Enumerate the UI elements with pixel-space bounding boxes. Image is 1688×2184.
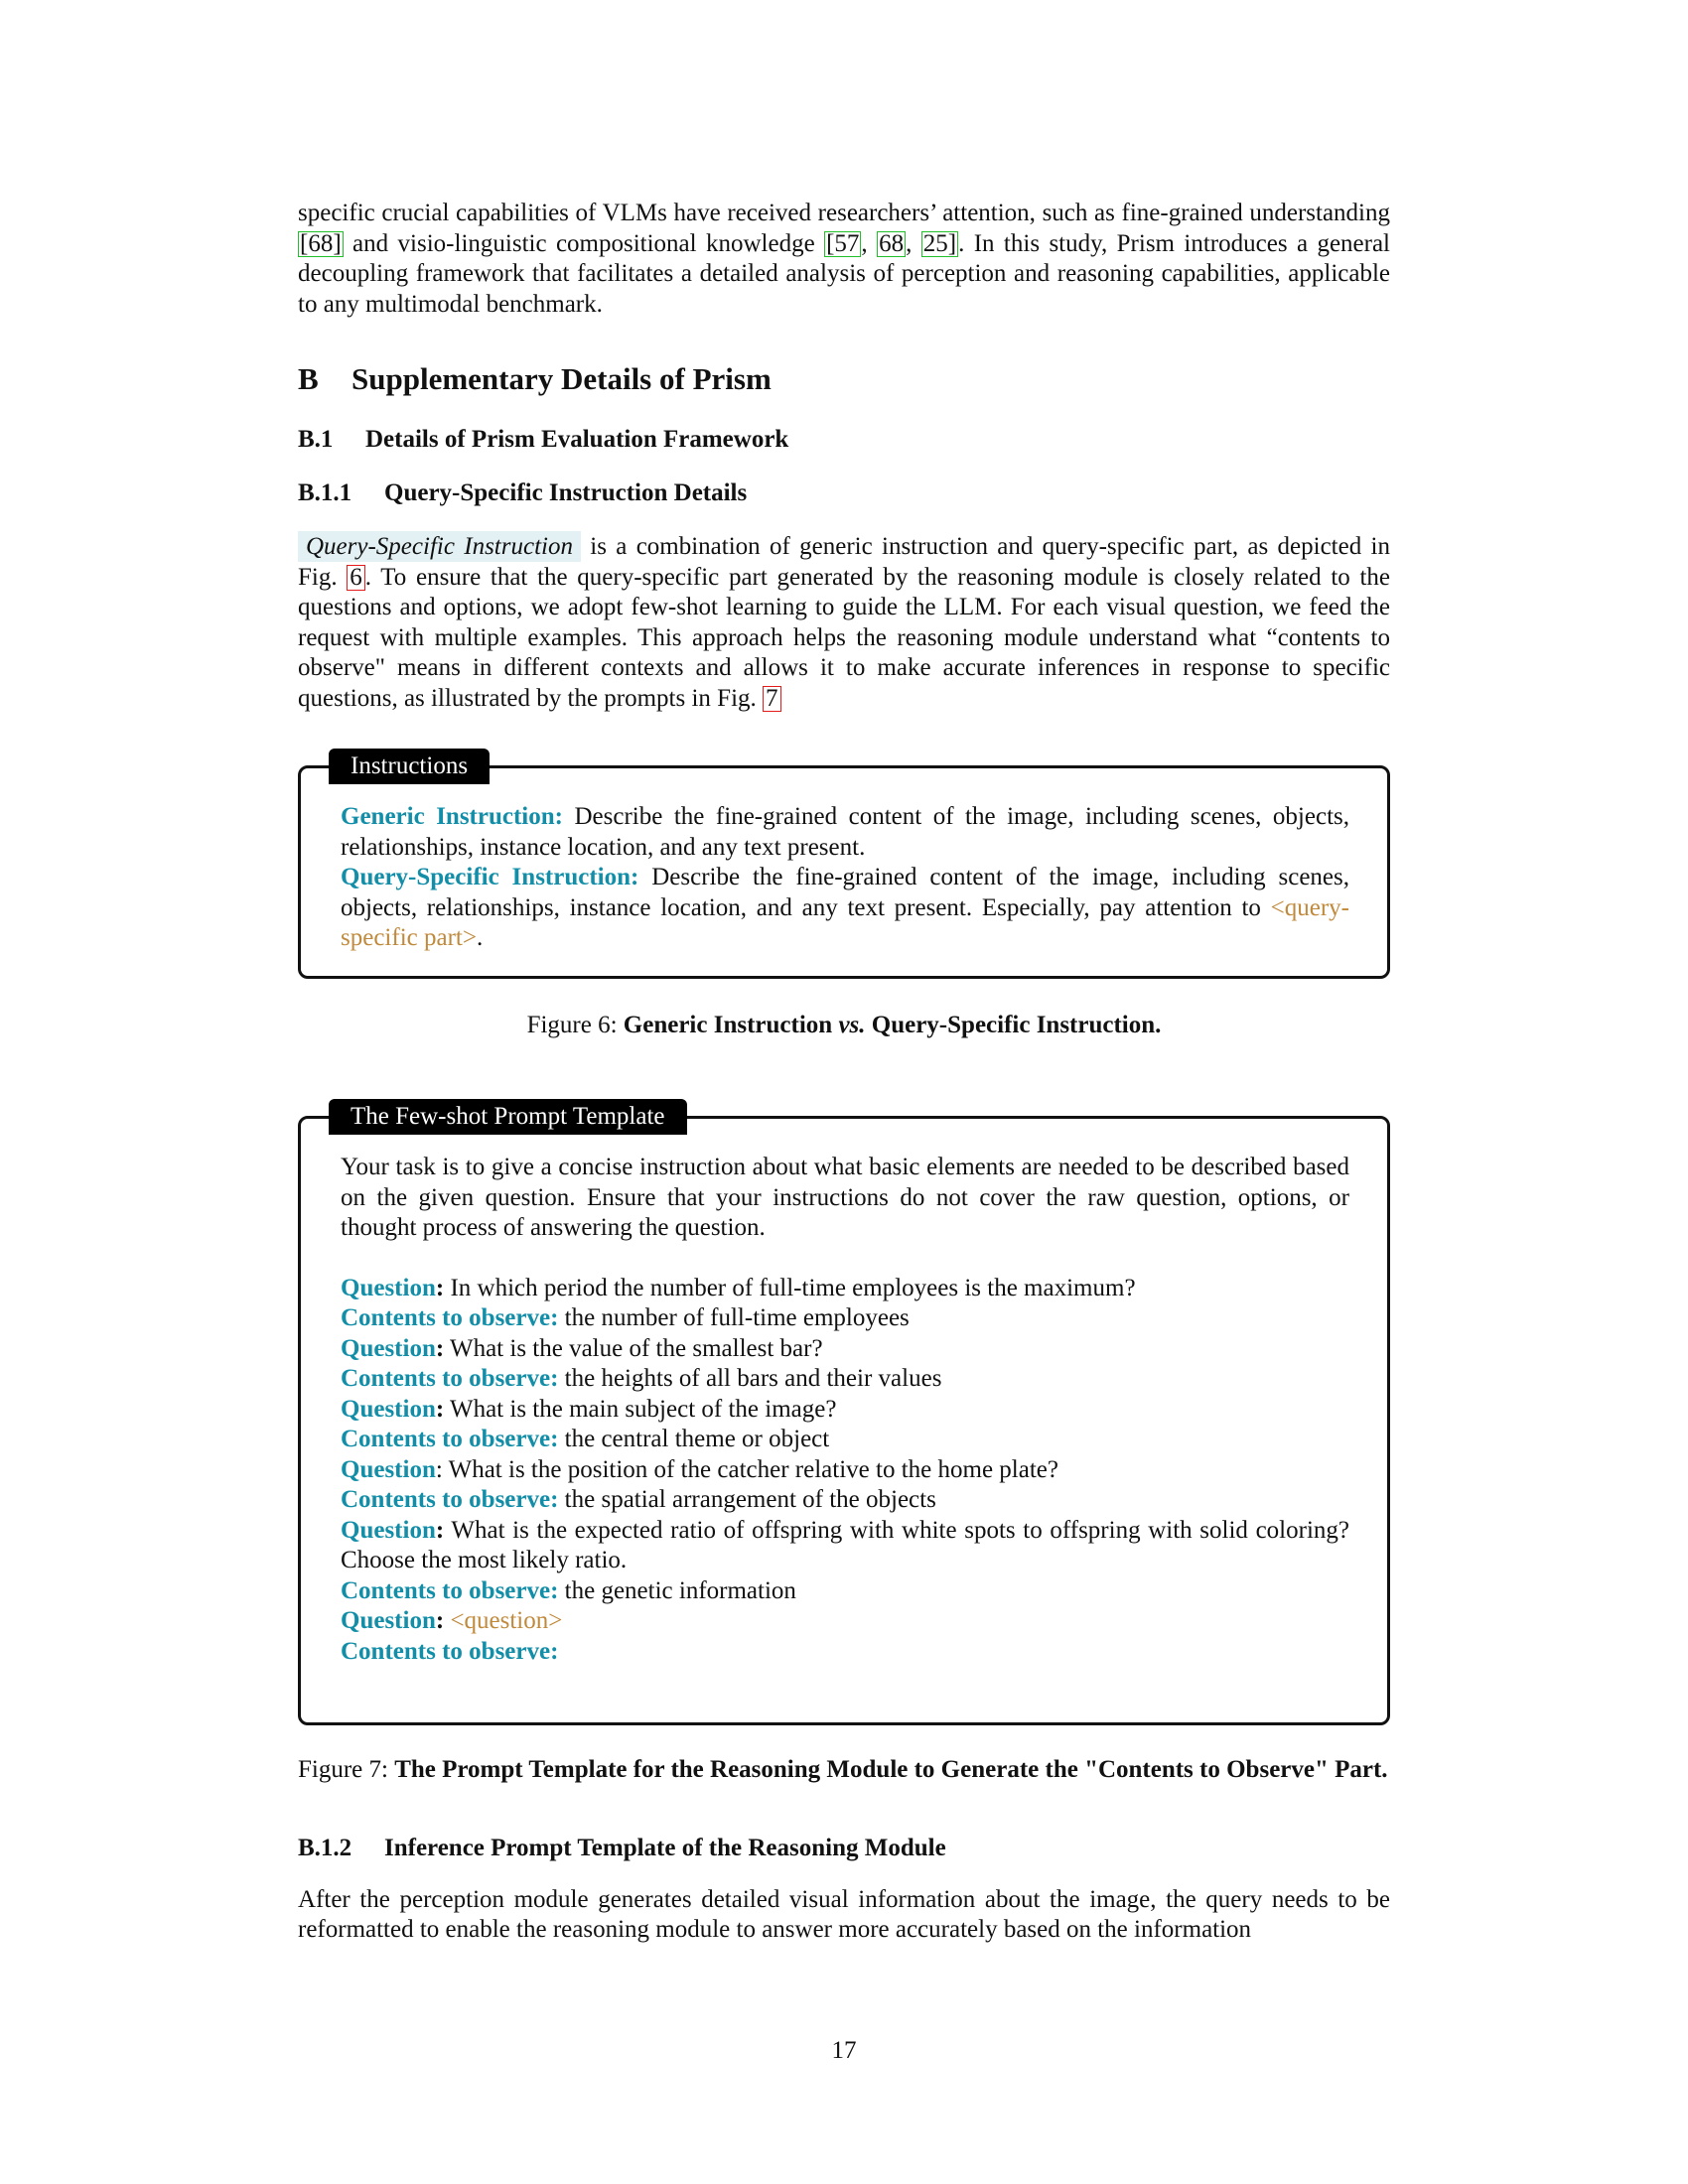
question-placeholder: <question> <box>450 1607 563 1634</box>
paragraph-b11 <box>298 532 1390 714</box>
contents-label: Contents to observe: <box>341 1365 559 1392</box>
label-colon: : <box>435 1395 445 1423</box>
query-specific-label: Query-Specific Instruction: <box>341 864 639 890</box>
figure-7-box <box>298 1103 1390 1725</box>
caption-text: The Prompt Template for the Reasoning Module to Generate the "Contents to Observe" Part. <box>394 1756 1388 1783</box>
citation-link[interactable]: 68 <box>879 229 905 257</box>
label-colon: : <box>435 1334 445 1362</box>
query-specific-placeholder: <query-specific part> <box>341 893 1349 951</box>
label-colon: : <box>435 1455 443 1483</box>
figure-7-tag: The Few-shot Prompt Template <box>329 1099 687 1135</box>
final-question-line <box>341 1606 1349 1637</box>
paragraph-b12: After the perception module generates detailed visual information about the image, the query needs to be reformatted to enable the reasoning module to answer more accurately based on the information <box>298 1885 1390 1943</box>
subsubsection-heading-b12 <box>298 1832 1390 1865</box>
caption-prefix: Figure 7: <box>298 1756 395 1783</box>
subsubsection-heading-b11 <box>298 477 1390 510</box>
figure-6-caption <box>298 1011 1390 1041</box>
intro-paragraph: specific crucial capabilities of VLMs have received researchers’ attention, such as fine-grained understanding [68] and visio-linguistic compositional knowledge [57, 68, 25]. In this study, Prism introduces a general decoupling framework that facilitates a detailed analysis of perception and reasoning capabilities, applicable to any multimodal benchmark. <box>298 200 1390 318</box>
subsubsection-number: B.1.1 <box>298 479 352 506</box>
figure-ref-link[interactable]: 6 <box>347 565 365 591</box>
figure-6-box <box>298 752 1390 979</box>
question-line <box>341 1334 1349 1365</box>
page-content <box>298 199 1390 1946</box>
highlighted-term: Query-Specific Instruction <box>298 531 581 562</box>
label-colon: : <box>435 1516 445 1544</box>
contents-label: Contents to observe: <box>341 1426 559 1452</box>
generic-instruction-label: Generic Instruction: <box>341 803 563 830</box>
contents-text: the number of full-time employees <box>558 1304 910 1331</box>
question-text: In which period the number of full-time employees is the maximum? <box>444 1274 1136 1301</box>
subsection-heading-b1 <box>298 423 1390 457</box>
intro-text: and visio-linguistic compositional knowledge <box>343 229 825 257</box>
query-specific-text: Describe the fine-grained content of the image, including scenes, objects, relationships, instance location, and any text present. Especially, pay attention to <box>341 864 1349 921</box>
prompt-intro: Your task is to give a concise instruction about what basic elements are needed to be described based on the given question. Ensure that your instructions do not cover the raw question, options, or thought process of answering the question. <box>341 1154 1349 1241</box>
citation-link[interactable]: 25] <box>922 229 957 257</box>
contents-line <box>341 1364 1349 1395</box>
subsubsection-title: Query-Specific Instruction Details <box>384 479 748 506</box>
contents-line <box>341 1576 1349 1607</box>
contents-line <box>341 1485 1349 1516</box>
intro-text: . In this study, Prism introduces a general decoupling framework that facilitates a detailed analysis of perception and reasoning capabilities, applicable to any multimodal benchmark. <box>298 229 1390 318</box>
question-text: What is the expected ratio of offspring with white spots to offspring with solid coloring? Choose the most likely ratio. <box>341 1516 1349 1573</box>
contents-line <box>341 1303 1349 1334</box>
subsubsection-number: B.1.2 <box>298 1834 352 1861</box>
label-colon: : <box>435 1607 445 1634</box>
caption-vs: vs. <box>838 1011 866 1038</box>
contents-text: the genetic information <box>558 1576 796 1604</box>
question-text: What is the main subject of the image? <box>444 1395 837 1423</box>
question-label: Question <box>341 1395 436 1423</box>
query-specific-instruction <box>341 863 1349 954</box>
section-title: Supplementary Details of Prism <box>352 361 772 396</box>
question-line <box>341 1516 1349 1576</box>
section-number: B <box>298 361 319 396</box>
contents-label: Contents to observe: <box>341 1486 559 1513</box>
paragraph-text: . To ensure that the query-specific part generated by the reasoning module is closely related to the questions and options, we adopt few-shot learning to guide the LLM. For each visual question, we feed the request with multiple examples. This approach helps the reasoning module understand what “contents to observe" means in different contexts and allows it to make accurate inferences in response to specific questions, as illustrated by the prompts in Fig. <box>298 563 1390 712</box>
contents-text: the heights of all bars and their values <box>558 1365 942 1392</box>
paragraph-text: is a combination of generic instruction and query-specific part, as depicted in Fig. <box>298 533 1390 591</box>
generic-instruction-text: Describe the fine-grained content of the image, including scenes, objects, relationships, instance location, and any text present. <box>341 803 1349 861</box>
figure-ref-link[interactable]: 7 <box>763 686 781 712</box>
question-text: What is the position of the catcher relative to the home plate? <box>442 1455 1058 1483</box>
final-contents-line <box>341 1637 1349 1668</box>
subsection-title: Details of Prism Evaluation Framework <box>365 426 789 453</box>
citation-link[interactable]: [57 <box>826 229 860 257</box>
section-heading-b <box>298 359 1390 399</box>
caption-text: Generic Instruction <box>623 1011 839 1038</box>
contents-line <box>341 1425 1349 1455</box>
question-label: Question <box>341 1274 436 1301</box>
citation-link[interactable]: [68] <box>300 229 342 257</box>
figure-6-tag: Instructions <box>329 749 490 784</box>
question-line <box>341 1395 1349 1426</box>
caption-prefix: Figure 6: <box>526 1011 624 1038</box>
question-text: What is the value of the smallest bar? <box>444 1334 823 1362</box>
page-number: 17 <box>831 2037 857 2064</box>
question-line <box>341 1455 1349 1486</box>
contents-label: Contents to observe: <box>341 1637 559 1665</box>
question-line <box>341 1274 1349 1304</box>
subsection-number: B.1 <box>298 426 334 453</box>
generic-instruction <box>341 802 1349 863</box>
label-colon: : <box>435 1274 445 1301</box>
question-label: Question <box>341 1516 436 1544</box>
intro-text: specific crucial capabilities of VLMs have received researchers’ attention, such as fine-grained understanding <box>298 200 1390 226</box>
sentence-end: . <box>476 924 484 951</box>
question-label: Question <box>341 1455 436 1483</box>
figure-7-caption <box>298 1755 1390 1786</box>
question-label: Question <box>341 1607 436 1634</box>
contents-label: Contents to observe: <box>341 1304 559 1331</box>
contents-text: the spatial arrangement of the objects <box>558 1486 936 1513</box>
contents-label: Contents to observe: <box>341 1576 559 1604</box>
question-label: Question <box>341 1334 436 1362</box>
contents-text: the central theme or object <box>558 1426 830 1452</box>
subsubsection-title: Inference Prompt Template of the Reasoning Module <box>384 1834 946 1861</box>
caption-text: Query-Specific Instruction. <box>865 1011 1162 1038</box>
